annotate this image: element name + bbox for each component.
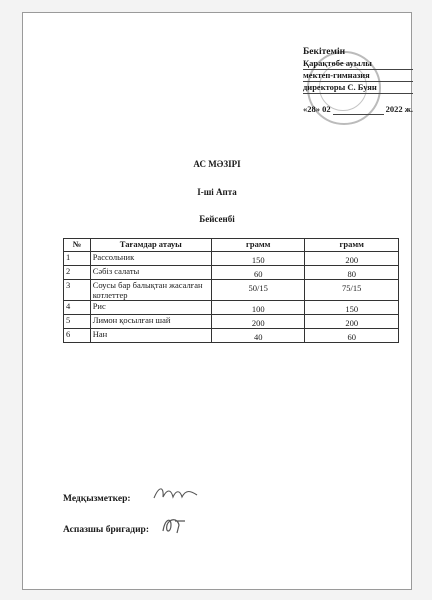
row-number: 5 <box>64 315 91 329</box>
approval-line-2: мектеп-гимназия <box>303 70 413 82</box>
row-dish-name: Сәбіз салаты <box>90 266 211 280</box>
header-gram-1: грамм <box>211 239 305 252</box>
table-row <box>64 280 399 301</box>
table-row <box>64 315 399 329</box>
header-gram-2: грамм <box>305 239 399 252</box>
document-title: АС МӘЗІРІ <box>193 159 241 169</box>
chef-signature <box>159 513 189 537</box>
row-gram-1: 60 <box>211 266 305 280</box>
row-number: 2 <box>64 266 91 280</box>
row-number: 6 <box>64 329 91 343</box>
date-blank-line <box>333 104 384 115</box>
row-gram-2: 200 <box>305 315 399 329</box>
row-dish-name: Нан <box>90 329 211 343</box>
row-gram-2: 75/15 <box>305 280 399 301</box>
row-number: 4 <box>64 301 91 315</box>
table-row <box>64 301 399 315</box>
menu-table <box>63 238 399 343</box>
row-gram-2: 200 <box>305 252 399 266</box>
row-number: 3 <box>64 280 91 301</box>
row-dish-name: Рассольник <box>90 252 211 266</box>
chef-signature-label: Аспазшы бригадир: <box>63 525 149 535</box>
header-dish-name: Тағамдар атауы <box>90 239 211 252</box>
table-header-row <box>64 239 399 252</box>
row-gram-2: 60 <box>305 329 399 343</box>
row-gram-1: 50/15 <box>211 280 305 301</box>
approval-line-1: Қарақтөбе ауылы <box>303 58 413 70</box>
day-label: Бейсенбі <box>199 214 235 224</box>
row-gram-2: 150 <box>305 301 399 315</box>
approval-title: Бекітемін <box>303 47 346 57</box>
approval-line-3: директоры С. Буян <box>303 82 413 94</box>
row-gram-1: 100 <box>211 301 305 315</box>
row-gram-1: 200 <box>211 315 305 329</box>
row-gram-2: 80 <box>305 266 399 280</box>
document-page <box>22 12 412 590</box>
nurse-signature <box>151 483 201 505</box>
approval-block <box>303 47 413 115</box>
table-row <box>64 329 399 343</box>
row-number: 1 <box>64 252 91 266</box>
table-row <box>64 266 399 280</box>
approval-date <box>303 104 413 115</box>
header-number: № <box>64 239 91 252</box>
row-gram-1: 150 <box>211 252 305 266</box>
approval-date-mark: «28» 02 <box>303 104 331 114</box>
row-dish-name: Соусы бар балықтан жасалған котлеттер <box>90 280 211 301</box>
approval-year: 2022 ж. <box>385 104 413 114</box>
row-dish-name: Рис <box>90 301 211 315</box>
table-row <box>64 252 399 266</box>
row-gram-1: 40 <box>211 329 305 343</box>
nurse-signature-label: Медқызметкер: <box>63 494 131 504</box>
week-label: I-ші Апта <box>197 187 237 197</box>
row-dish-name: Лимон қосылған шай <box>90 315 211 329</box>
